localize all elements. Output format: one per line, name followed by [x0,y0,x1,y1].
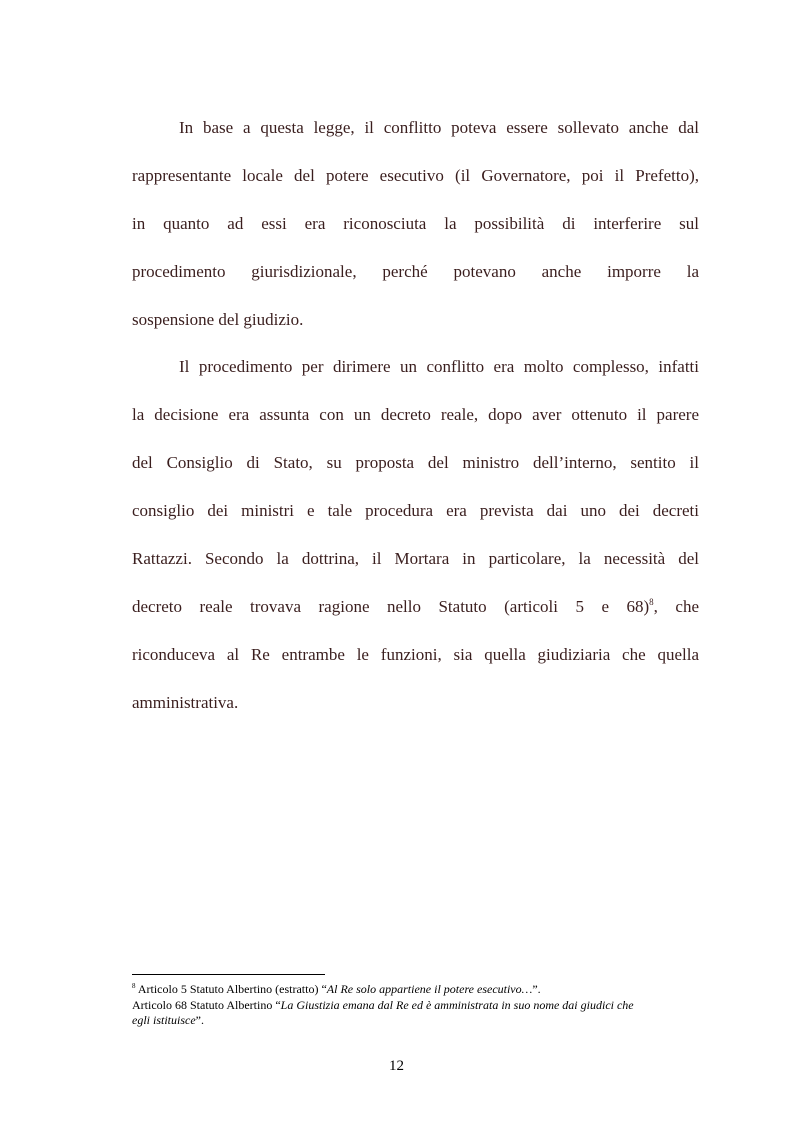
footnote-quote: Al Re solo appartiene il potere esecutivo… [326,982,533,996]
paragraph-1-line-2: rappresentante locale del potere esecutivo (il Governatore, poi il Prefetto), [132,166,699,185]
page-number: 12 [389,1058,404,1074]
paragraph-2-line-6-end: , che [653,597,699,616]
paragraph-1-line-3: in quanto ad essi era riconosciuta la possibilità di interferire sul [132,214,699,233]
paragraph-2-line-1: Il procedimento per dirimere un conflitto era molto complesso, infatti [179,357,699,376]
footnote-line-3 [132,1013,699,1028]
footnote-marker: 8 [132,982,136,990]
paragraph-2-line-5: Rattazzi. Secondo la dottrina, il Mortara in particolare, la necessità del [132,549,699,568]
footnote-text: Articolo 68 Statuto Albertino “ [132,998,281,1012]
paragraph-2-line-3: del Consiglio di Stato, su proposta del ministro dell’interno, sentito il [132,453,699,472]
paragraph-2-line-2: la decisione era assunta con un decreto reale, dopo aver ottenuto il parere [132,405,699,424]
paragraph-2-line-6 [132,596,699,618]
footnote-line-1 [132,982,699,997]
paragraph-2-line-4: consiglio dei ministri e tale procedura era prevista dai uno dei decreti [132,501,699,520]
footnote-separator [132,974,325,975]
paragraph-1-line-5: sospensione del giudizio. [132,310,304,329]
paragraph-2-line-6-text: decreto reale trovava ragione nello Statuto (articoli 5 e 68) [132,597,650,616]
footnote-reference[interactable]: 8 [649,597,654,607]
paragraph-2-line-8: amministrativa. [132,693,239,712]
paragraph-1-line-4: procedimento giurisdizionale, perché potevano anche imporre la [132,262,699,281]
footnote-close: ”. [532,982,541,996]
footnote-close: ”. [195,1013,204,1027]
footnote-line-2 [132,998,699,1013]
paragraph-1-line-1: In base a questa legge, il conflitto poteva essere sollevato anche dal [179,118,699,137]
footnote-text: Articolo 5 Statuto Albertino (estratto) “ [135,982,327,996]
footnote-quote: egli istituisce [132,1013,196,1027]
footnote-quote: La Giustizia emana dal Re ed è amministrata in suo nome dai giudici che [280,998,634,1012]
paragraph-2-line-7: riconduceva al Re entrambe le funzioni, sia quella giudiziaria che quella [132,645,699,664]
